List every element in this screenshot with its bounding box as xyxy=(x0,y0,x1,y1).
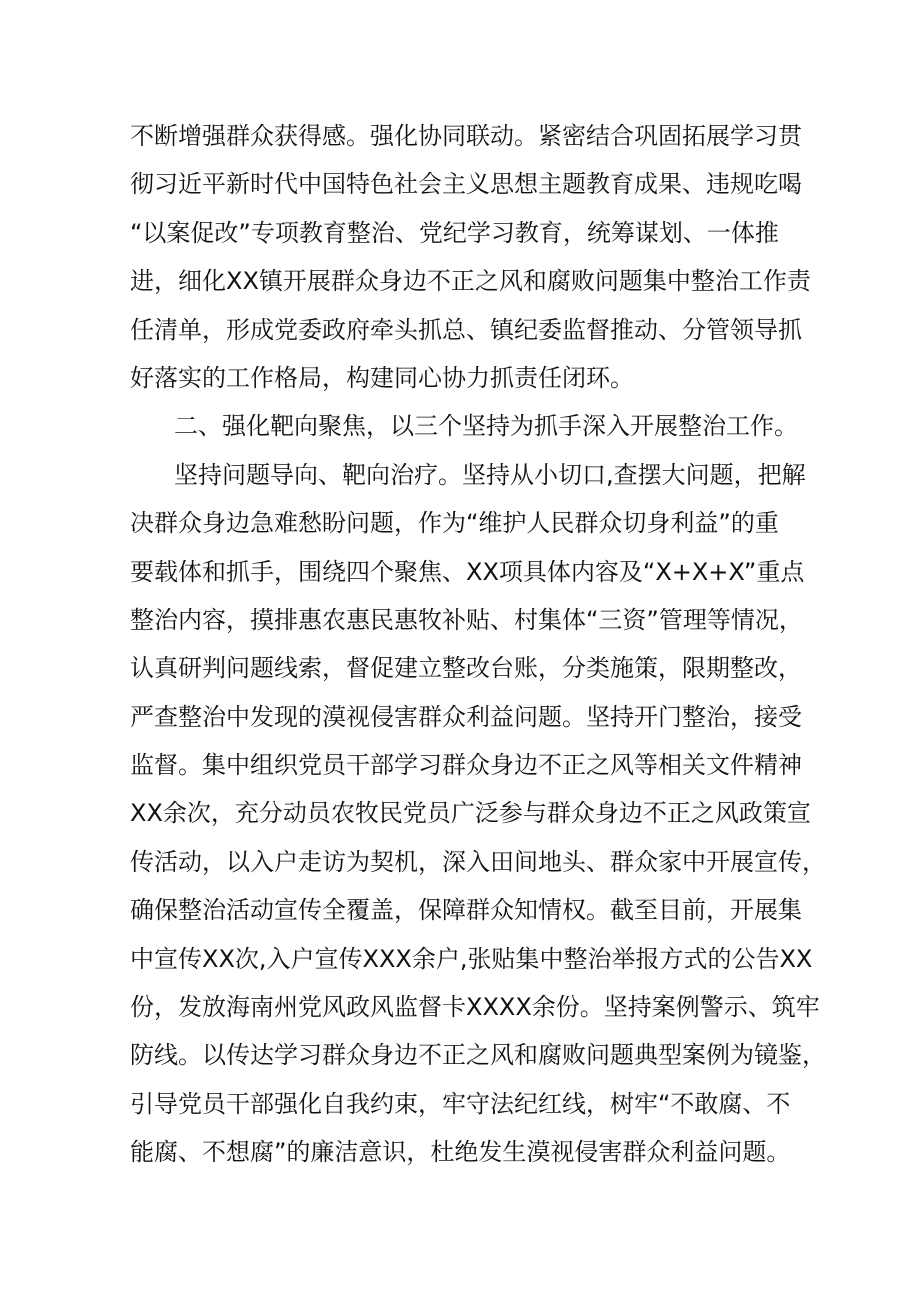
text-line: 坚持问题导向、靶向治疗。坚持从小切口,查摆大问题，把解 xyxy=(174,460,806,489)
text-line: 严查整治中发现的漠视侵害群众利益问题。坚持开门整治，接受 xyxy=(130,702,802,731)
text-line: 任清单，形成党委政府牵头抓总、镇纪委监督推动、分管领导抓 xyxy=(130,315,802,344)
text-line: 进，细化XX镇开展群众身边不正之风和腐败问题集中整治工作责 xyxy=(130,267,811,296)
text-line: 整治内容，摸排惠农惠民惠牧补贴、村集体“三资”管理等情况， xyxy=(130,605,803,634)
text-line: 确保整治活动宣传全覆盖，保障群众知情权。截至目前，开展集 xyxy=(130,896,802,925)
text-line: “以案促改”专项教育整治、党纪学习教育，统筹谋划、一体推 xyxy=(130,218,779,247)
text-line: 要载体和抓手，围绕四个聚焦、XX项具体内容及“X+X+X”重点 xyxy=(130,557,805,586)
text-line: 认真研判问题线索，督促建立整改台账，分类施策，限期整改， xyxy=(130,654,802,683)
text-line: 决群众身边急难愁盼问题，作为“维护人民群众切身利益”的重 xyxy=(130,509,779,538)
text-line: 彻习近平新时代中国特色社会主义思想主题教育成果、违规吃喝 xyxy=(130,170,802,199)
text-line: 监督。集中组织党员干部学习群众身边不正之风等相关文件精神 xyxy=(130,751,802,780)
text-line: 引导党员干部强化自我约束，牢守法纪红线，树牢“不敢腐、不 xyxy=(130,1089,791,1118)
text-line: 好落实的工作格局，构建同心协力抓责任闭环。 xyxy=(130,363,634,392)
text-line: 份，发放海南州党风政风监督卡XXXX余份。坚持案例警示、筑牢 xyxy=(130,993,820,1022)
section-heading: 二、强化靶向聚焦，以三个坚持为抓手深入开展整治工作。 xyxy=(174,412,798,441)
text-line: 传活动，以入户走访为契机，深入田间地头、群众家中开展宣传， xyxy=(130,847,826,876)
text-line: XX余次，充分动员农牧民党员广泛参与群众身边不正之风政策宣 xyxy=(130,799,811,828)
document-body xyxy=(130,112,826,1177)
text-line: 不断增强群众获得感。强化协同联动。紧密结合巩固拓展学习贯 xyxy=(130,122,802,150)
text-line: 防线。以传达学习群众身边不正之风和腐败问题典型案例为镜鉴， xyxy=(130,1041,826,1070)
text-line: 能腐、不想腐”的廉洁意识，杜绝发生漠视侵害群众利益问题。 xyxy=(130,1138,791,1167)
text-line: 中宣传XX次,入户宣传XXX余户,张贴集中整治举报方式的公告XX xyxy=(130,944,813,973)
